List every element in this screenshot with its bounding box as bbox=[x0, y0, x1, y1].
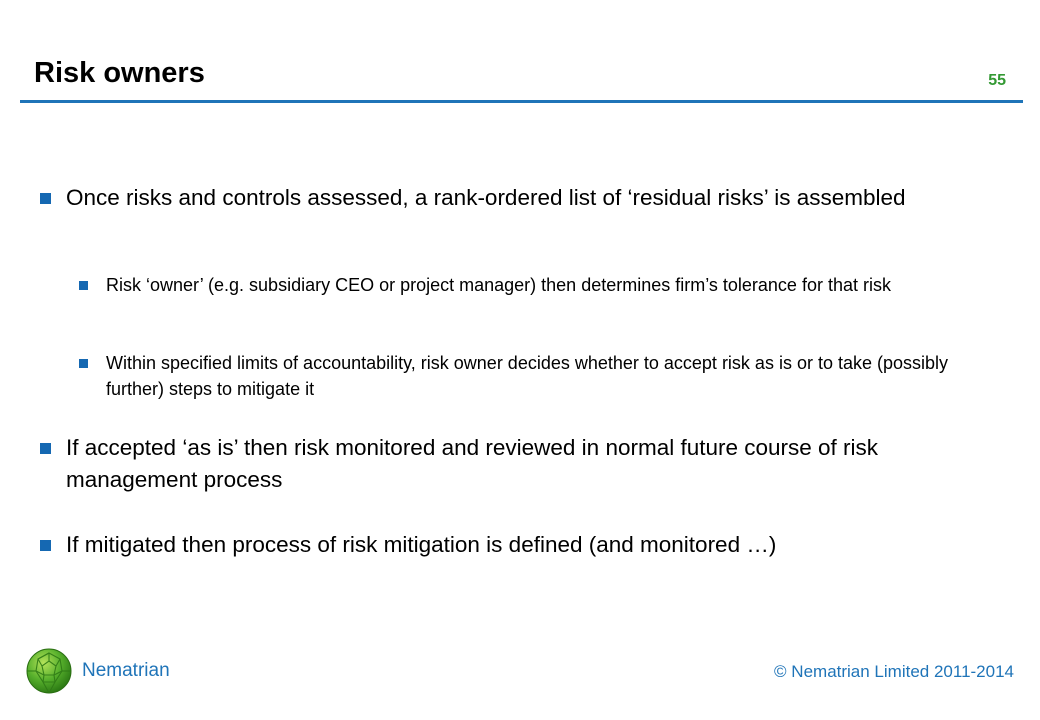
footer-copyright: © Nematrian Limited 2011-2014 bbox=[774, 662, 1014, 681]
page-number: 55 bbox=[988, 72, 1006, 89]
square-bullet-icon bbox=[40, 540, 51, 551]
sub-bullet-text: Risk ‘owner’ (e.g. subsidiary CEO or project manager) then determines firm’s tolerance for that risk bbox=[106, 275, 891, 295]
green-geodesic-sphere-icon bbox=[25, 647, 73, 695]
bullet-text: If mitigated then process of risk mitigation is defined (and monitored …) bbox=[66, 532, 777, 557]
footer-brand: Nematrian bbox=[82, 660, 170, 681]
slide-title: Risk owners bbox=[34, 57, 205, 89]
bullet-text: If accepted ‘as is’ then risk monitored and reviewed in normal future course of risk management process bbox=[66, 435, 879, 492]
title-divider bbox=[20, 100, 1023, 103]
square-bullet-icon bbox=[79, 281, 88, 290]
sub-bullet-text: Within specified limits of accountability, risk owner decides whether to accept risk as is or to take (possibly further) steps to mitigate it bbox=[106, 353, 949, 399]
square-bullet-icon bbox=[40, 443, 51, 454]
bullet-text: Once risks and controls assessed, a rank-ordered list of ‘residual risks’ is assembled bbox=[66, 185, 906, 210]
square-bullet-icon bbox=[79, 359, 88, 368]
square-bullet-icon bbox=[40, 193, 51, 204]
